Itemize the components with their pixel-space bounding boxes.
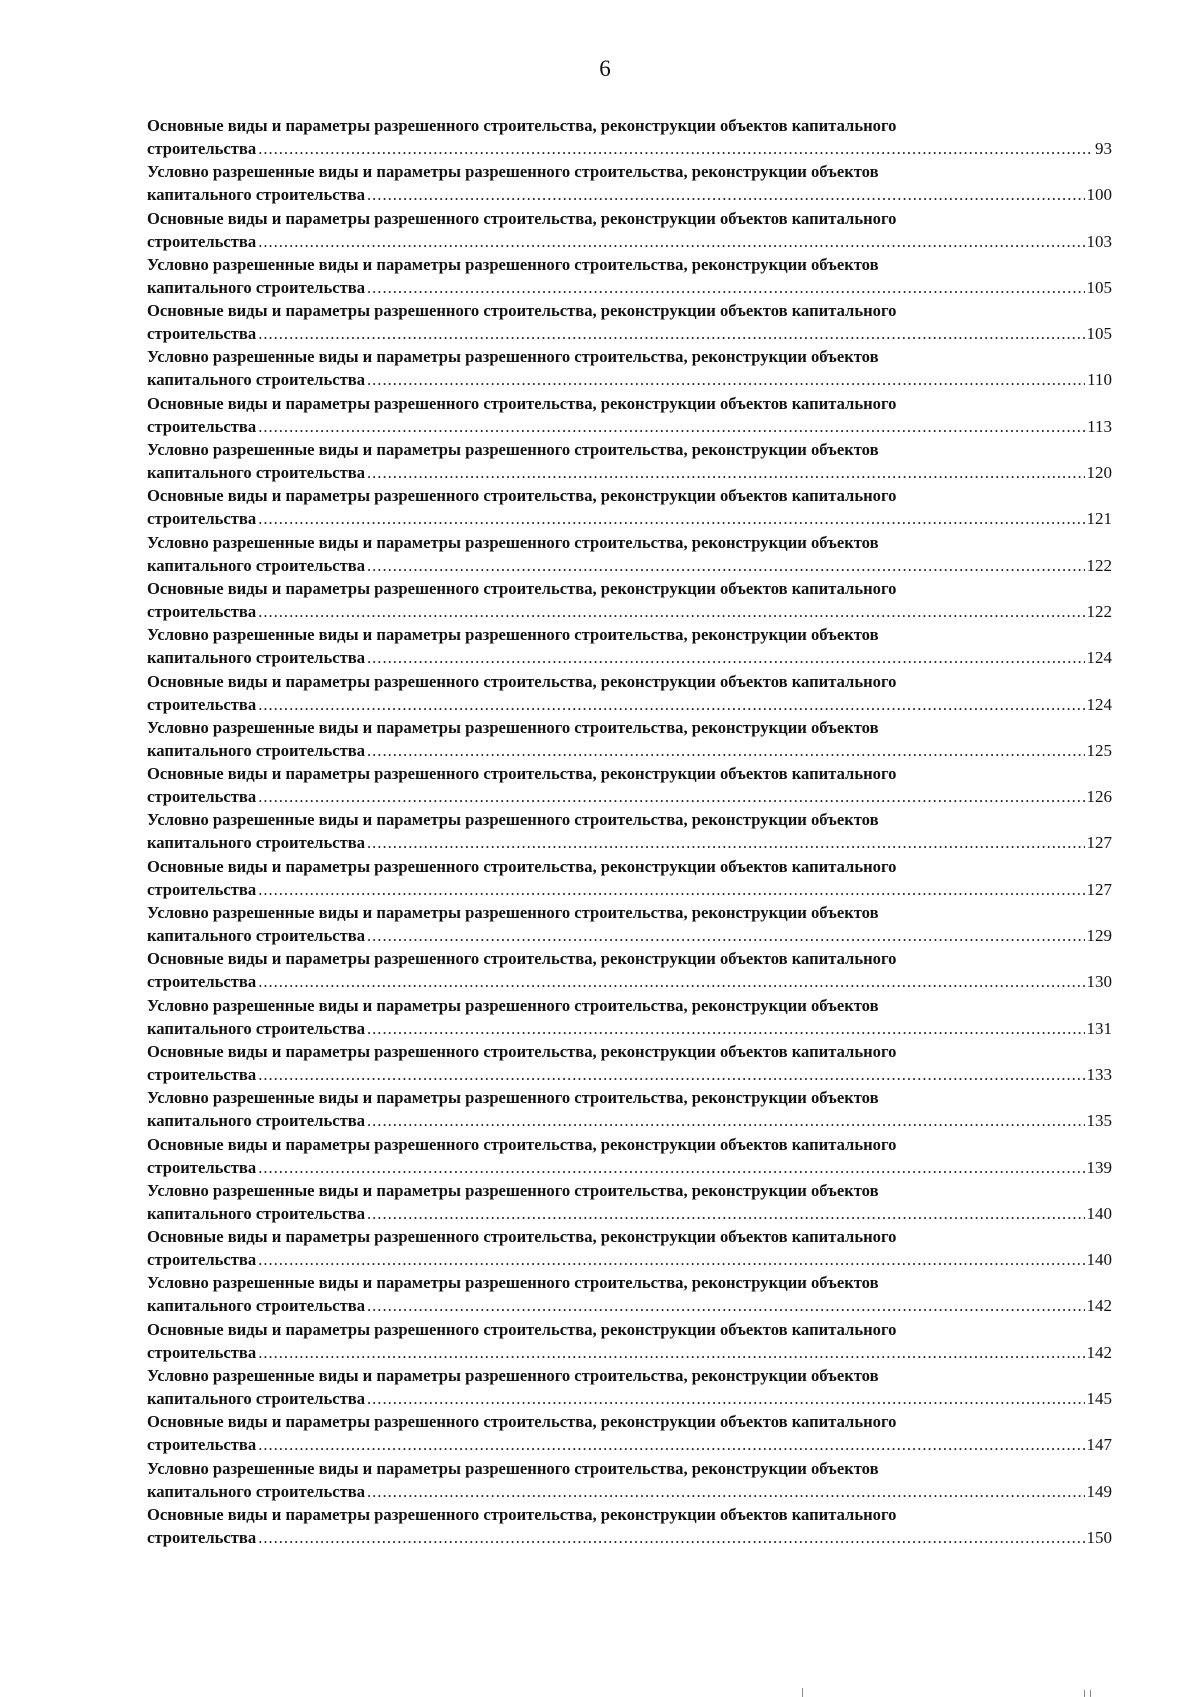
toc-entry-title: Условно разрешенные виды и параметры разрешенного строительства, реконструкции объектов (147, 717, 879, 737)
dot-leader (367, 1294, 1085, 1317)
toc-entry-title-continuation: капитального строительства (147, 648, 365, 668)
dot-leader (258, 600, 1084, 623)
toc-entry-title: Основные виды и параметры разрешенного строительства, реконструкции объектов капитального (147, 1041, 897, 1061)
toc-entry-title-continuation: капитального строительства (147, 555, 365, 575)
dot-leader (367, 924, 1085, 947)
toc-entry[interactable] (147, 253, 1112, 299)
dot-leader (258, 137, 1093, 160)
scan-artifact (1084, 1690, 1085, 1697)
toc-entry-continuation-line (147, 1480, 1112, 1503)
toc-entry[interactable] (147, 1271, 1112, 1317)
toc-entry-continuation-line (147, 1063, 1112, 1086)
toc-entry-title-continuation: строительства (147, 787, 257, 807)
toc-entry-title-continuation: капитального строительства (147, 740, 365, 760)
toc-entry-title: Условно разрешенные виды и параметры разрешенного строительства, реконструкции объектов (147, 1180, 879, 1200)
toc-page-number: 139 (1086, 1157, 1112, 1177)
toc-entry-continuation-line (147, 646, 1112, 669)
toc-entry-title-continuation: строительства (147, 1064, 257, 1084)
toc-entry[interactable] (147, 1364, 1112, 1410)
toc-page-number: 103 (1086, 231, 1112, 251)
dot-leader (258, 1063, 1084, 1086)
toc-page-number: 142 (1086, 1342, 1112, 1362)
toc-entry-title: Основные виды и параметры разрешенного строительства, реконструкции объектов капитального (147, 764, 897, 784)
toc-entry[interactable] (147, 855, 1112, 901)
toc-entry[interactable] (147, 160, 1112, 206)
toc-page-number: 127 (1086, 833, 1112, 853)
toc-entry-title-continuation: капитального строительства (147, 185, 365, 205)
scan-artifact (1090, 1690, 1091, 1697)
toc-entry-title: Условно разрешенные виды и параметры разрешенного строительства, реконструкции объектов (147, 1366, 879, 1386)
toc-entry-title: Условно разрешенные виды и параметры разрешенного строительства, реконструкции объектов (147, 1458, 879, 1478)
toc-entry-title: Основные виды и параметры разрешенного строительства, реконструкции объектов капитального (147, 1319, 897, 1339)
toc-entry-title-continuation: строительства (147, 416, 257, 436)
toc-entry-continuation-line (147, 554, 1112, 577)
dot-leader (258, 1248, 1084, 1271)
toc-page-number: 145 (1086, 1389, 1112, 1409)
toc-entry[interactable] (147, 484, 1112, 530)
toc-entry-title-continuation: строительства (147, 1527, 257, 1547)
dot-leader (258, 1526, 1084, 1549)
toc-entry-title-continuation: строительства (147, 879, 257, 899)
toc-entry-title: Основные виды и параметры разрешенного строительства, реконструкции объектов капитального (147, 116, 897, 135)
toc-page-number: 129 (1086, 926, 1112, 946)
dot-leader (367, 1387, 1085, 1410)
toc-page-number: 122 (1086, 555, 1112, 575)
toc-page-number: 105 (1086, 277, 1112, 297)
toc-entry-title: Условно разрешенные виды и параметры разрешенного строительства, реконструкции объектов (147, 254, 879, 274)
dot-leader (367, 461, 1085, 484)
toc-entry[interactable] (147, 299, 1112, 345)
toc-entry-title-continuation: строительства (147, 1250, 257, 1270)
toc-entry[interactable] (147, 623, 1112, 669)
toc-entry-title-continuation: строительства (147, 139, 257, 158)
toc-entry[interactable] (147, 1503, 1112, 1549)
toc-entry-title: Условно разрешенные виды и параметры разрешенного строительства, реконструкции объектов (147, 440, 879, 460)
toc-entry-title: Условно разрешенные виды и параметры разрешенного строительства, реконструкции объектов (147, 1088, 879, 1108)
toc-entry-title: Основные виды и параметры разрешенного строительства, реконструкции объектов капитального (147, 1412, 897, 1432)
toc-entry-title: Основные виды и параметры разрешенного строительства, реконструкции объектов капитального (147, 208, 897, 228)
toc-entry-title: Условно разрешенные виды и параметры разрешенного строительства, реконструкции объектов (147, 1273, 879, 1293)
toc-entry-continuation-line (147, 368, 1112, 391)
toc-entry-title-continuation: капитального строительства (147, 1018, 365, 1038)
toc-entry-title: Условно разрешенные виды и параметры разрешенного строительства, реконструкции объектов (147, 347, 879, 367)
toc-entry[interactable] (147, 1040, 1112, 1086)
toc-entry-title-continuation: капитального строительства (147, 463, 365, 483)
toc-entry-continuation-line (147, 1433, 1112, 1456)
toc-entry-title: Основные виды и параметры разрешенного строительства, реконструкции объектов капитального (147, 671, 897, 691)
toc-entry-continuation-line (147, 461, 1112, 484)
toc-entry[interactable] (147, 1457, 1112, 1503)
toc-entry-continuation-line (147, 322, 1112, 345)
toc-entry-title-continuation: капитального строительства (147, 1296, 365, 1316)
toc-entry-continuation-line (147, 785, 1112, 808)
toc-entry-continuation-line (147, 1017, 1112, 1040)
toc-page-number: 130 (1086, 972, 1112, 992)
toc-entry-title-continuation: капитального строительства (147, 277, 365, 297)
dot-leader (367, 554, 1085, 577)
toc-entry-continuation-line (147, 1526, 1112, 1549)
toc-entry-title-continuation: капитального строительства (147, 1481, 365, 1501)
toc-entry[interactable] (147, 577, 1112, 623)
toc-page-number: 142 (1086, 1296, 1112, 1316)
toc-entry-continuation-line (147, 924, 1112, 947)
toc-entry[interactable] (147, 1133, 1112, 1179)
dot-leader (258, 507, 1084, 530)
toc-entry[interactable] (147, 808, 1112, 854)
toc-page-number: 131 (1086, 1018, 1112, 1038)
toc-entry-title-continuation: капитального строительства (147, 1203, 365, 1223)
dot-leader (258, 878, 1084, 901)
toc-entry-title: Условно разрешенные виды и параметры разрешенного строительства, реконструкции объектов (147, 532, 879, 552)
toc-entry[interactable] (147, 947, 1112, 993)
toc-entry-title-continuation: строительства (147, 1157, 257, 1177)
dot-leader (258, 785, 1084, 808)
toc-page-number: 124 (1086, 694, 1112, 714)
toc-entry-continuation-line (147, 137, 1112, 160)
toc-entry[interactable] (147, 994, 1112, 1040)
toc-page-number: 149 (1086, 1481, 1112, 1501)
toc-page-number: 124 (1086, 648, 1112, 668)
toc-entry-continuation-line (147, 1387, 1112, 1410)
toc-entry-title: Условно разрешенные виды и параметры разрешенного строительства, реконструкции объектов (147, 810, 879, 830)
toc-entry-continuation-line (147, 831, 1112, 854)
toc-entry[interactable] (147, 1410, 1112, 1456)
page-number: 6 (599, 56, 611, 81)
toc-entry[interactable] (147, 345, 1112, 391)
toc-page-number: 133 (1086, 1064, 1112, 1084)
toc-entry-title: Основные виды и параметры разрешенного строительства, реконструкции объектов капитального (147, 301, 897, 321)
toc-entry-title-continuation: капитального строительства (147, 926, 365, 946)
toc-entry-title-continuation: капитального строительства (147, 370, 365, 390)
toc-entry-title-continuation: капитального строительства (147, 833, 365, 853)
toc-entry[interactable] (147, 438, 1112, 484)
toc-entry-continuation-line (147, 1202, 1112, 1225)
dot-leader (258, 1156, 1084, 1179)
toc-entry-continuation-line (147, 1109, 1112, 1132)
dot-leader (258, 1341, 1084, 1364)
dot-leader (258, 693, 1084, 716)
toc-entry[interactable] (147, 670, 1112, 716)
toc-entry-title: Основные виды и параметры разрешенного строительства, реконструкции объектов капитального (147, 949, 897, 969)
toc-entry-continuation-line (147, 600, 1112, 623)
table-of-contents (147, 114, 1112, 1549)
toc-entry-title: Основные виды и параметры разрешенного строительства, реконструкции объектов капитального (147, 856, 897, 876)
toc-page-number: 140 (1086, 1250, 1112, 1270)
dot-leader (367, 1480, 1085, 1503)
toc-page-number: 147 (1086, 1435, 1112, 1455)
toc-entry-title: Основные виды и параметры разрешенного строительства, реконструкции объектов капитального (147, 1134, 897, 1154)
toc-page-number: 150 (1086, 1527, 1112, 1547)
toc-entry-continuation-line (147, 415, 1112, 438)
toc-entry-title-continuation: капитального строительства (147, 1111, 365, 1131)
toc-page-number: 100 (1086, 185, 1112, 205)
dot-leader (367, 276, 1085, 299)
toc-page-number: 122 (1086, 601, 1112, 621)
toc-page-number: 105 (1086, 324, 1112, 344)
toc-entry[interactable] (147, 1318, 1112, 1364)
dot-leader (367, 646, 1085, 669)
toc-entry-continuation-line (147, 1294, 1112, 1317)
toc-entry-continuation-line (147, 183, 1112, 206)
dot-leader (258, 230, 1084, 253)
toc-page-number: 120 (1086, 463, 1112, 483)
toc-entry-title-continuation: строительства (147, 1342, 257, 1362)
toc-entry-title-continuation: строительства (147, 601, 257, 621)
dot-leader (367, 183, 1085, 206)
dot-leader (367, 368, 1085, 391)
toc-page-number: 93 (1095, 139, 1112, 158)
toc-entry-title-continuation: строительства (147, 509, 257, 529)
toc-entry-continuation-line (147, 693, 1112, 716)
toc-entry[interactable] (147, 207, 1112, 253)
dot-leader (367, 1109, 1085, 1132)
toc-entry[interactable] (147, 531, 1112, 577)
toc-entry[interactable] (147, 762, 1112, 808)
dot-leader (258, 415, 1085, 438)
toc-entry-title: Основные виды и параметры разрешенного строительства, реконструкции объектов капитального (147, 1227, 897, 1247)
toc-entry-continuation-line (147, 230, 1112, 253)
dot-leader (367, 739, 1085, 762)
toc-entry-title: Условно разрешенные виды и параметры разрешенного строительства, реконструкции объектов (147, 903, 879, 923)
toc-entry-title-continuation: строительства (147, 694, 257, 714)
toc-entry-title: Основные виды и параметры разрешенного строительства, реконструкции объектов капитального (147, 393, 897, 413)
toc-page-number: 121 (1086, 509, 1112, 529)
toc-entry[interactable] (147, 1086, 1112, 1132)
toc-page-number: 126 (1086, 787, 1112, 807)
dot-leader (258, 1433, 1084, 1456)
toc-entry-title-continuation: строительства (147, 972, 257, 992)
toc-entry-title: Условно разрешенные виды и параметры разрешенного строительства, реконструкции объектов (147, 995, 879, 1015)
toc-entry-title: Основные виды и параметры разрешенного строительства, реконструкции объектов капитального (147, 578, 897, 598)
toc-entry-title: Условно разрешенные виды и параметры разрешенного строительства, реконструкции объектов (147, 162, 879, 182)
dot-leader (367, 1017, 1085, 1040)
toc-entry[interactable] (147, 114, 1112, 160)
toc-entry[interactable] (147, 901, 1112, 947)
dot-leader (367, 1202, 1085, 1225)
toc-entry-title-continuation: строительства (147, 324, 257, 344)
toc-entry-continuation-line (147, 507, 1112, 530)
toc-entry[interactable] (147, 716, 1112, 762)
dot-leader (258, 970, 1084, 993)
toc-entry-title-continuation: капитального строительства (147, 1389, 365, 1409)
toc-entry-continuation-line (147, 1248, 1112, 1271)
scan-artifact (802, 1688, 803, 1697)
dot-leader (367, 831, 1085, 854)
toc-entry-continuation-line (147, 1341, 1112, 1364)
toc-entry[interactable] (147, 1179, 1112, 1225)
toc-entry-title: Основные виды и параметры разрешенного строительства, реконструкции объектов капитального (147, 486, 897, 506)
toc-entry-continuation-line (147, 1156, 1112, 1179)
toc-entry-title-continuation: строительства (147, 231, 257, 251)
toc-entry-title: Основные виды и параметры разрешенного строительства, реконструкции объектов капитального (147, 1504, 897, 1524)
toc-page-number: 110 (1087, 370, 1112, 390)
toc-entry-title: Условно разрешенные виды и параметры разрешенного строительства, реконструкции объектов (147, 625, 879, 645)
toc-page-number: 140 (1086, 1203, 1112, 1223)
toc-page-number: 135 (1086, 1111, 1112, 1131)
dot-leader (258, 322, 1084, 345)
toc-page-number: 127 (1086, 879, 1112, 899)
toc-entry-continuation-line (147, 970, 1112, 993)
toc-entry[interactable] (147, 1225, 1112, 1271)
toc-page-number: 113 (1087, 416, 1112, 436)
toc-entry-continuation-line (147, 739, 1112, 762)
toc-page-number: 125 (1086, 740, 1112, 760)
toc-entry[interactable] (147, 392, 1112, 438)
toc-entry-continuation-line (147, 878, 1112, 901)
toc-entry-title-continuation: строительства (147, 1435, 257, 1455)
toc-entry-continuation-line (147, 276, 1112, 299)
